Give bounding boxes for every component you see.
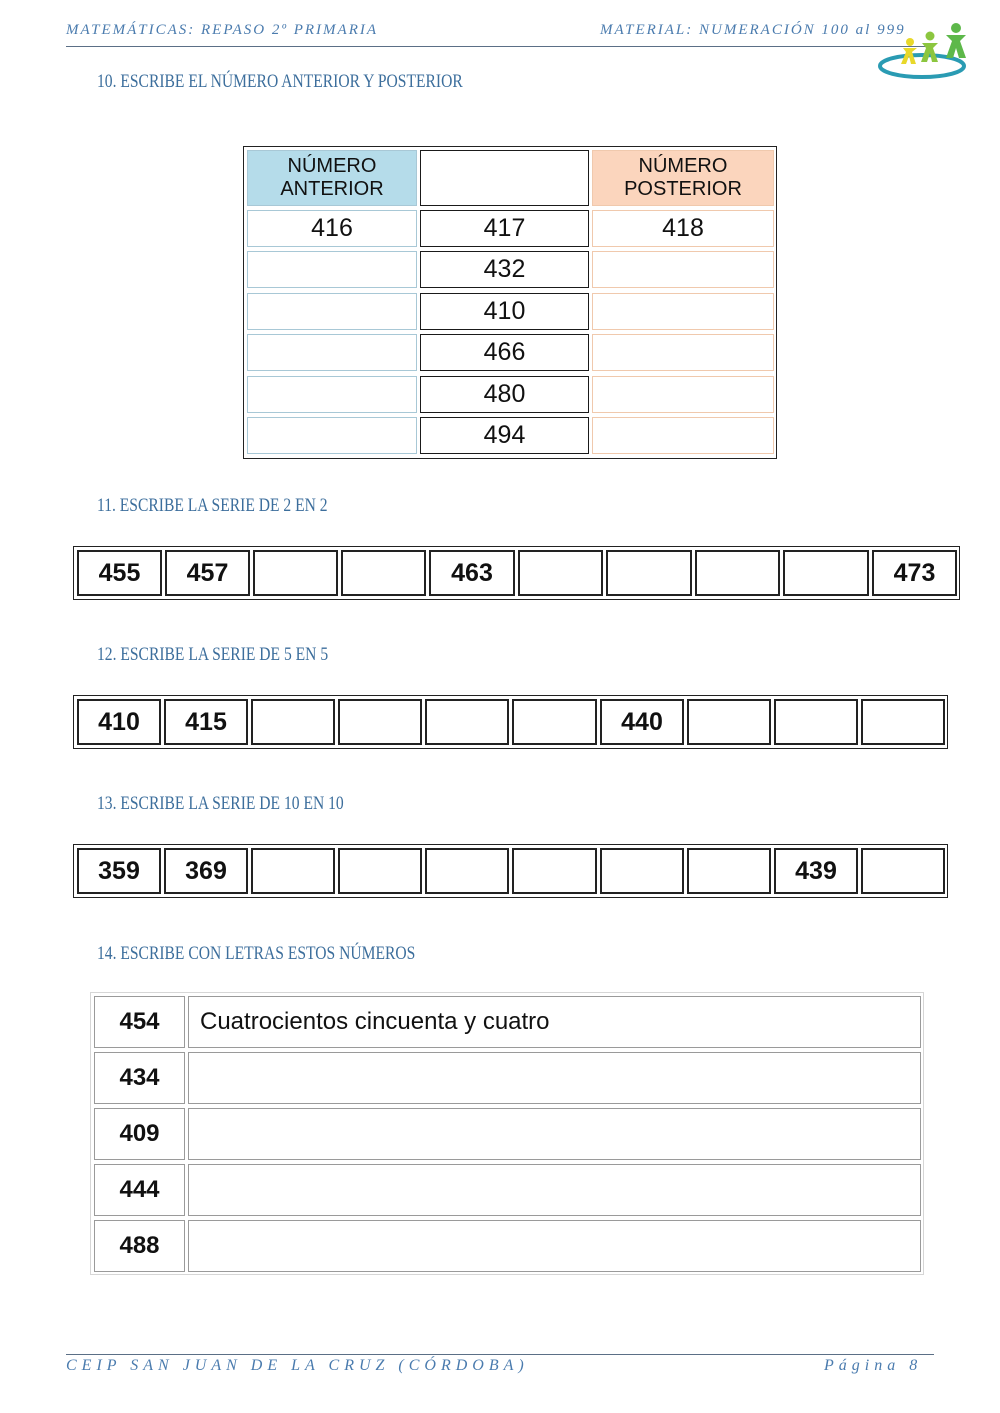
series-cell: 455 (77, 550, 162, 596)
header-anterior: NÚMERO ANTERIOR (247, 150, 417, 206)
number-cell: 454 (94, 996, 185, 1048)
series-cell[interactable] (774, 699, 858, 745)
number-cell: 480 (420, 376, 589, 413)
anterior-cell[interactable] (247, 251, 417, 288)
exercise-11-title: 11. ESCRIBE LA SERIE DE 2 EN 2 (97, 495, 328, 516)
header-posterior: NÚMERO POSTERIOR (592, 150, 774, 206)
series-cell[interactable] (251, 699, 335, 745)
series-cell: 415 (164, 699, 248, 745)
series-cell[interactable] (512, 848, 597, 894)
number-cell: 432 (420, 251, 589, 288)
words-cell[interactable] (188, 1164, 921, 1216)
school-logo-icon (878, 18, 973, 84)
series-cell[interactable] (338, 848, 422, 894)
series-cell[interactable] (687, 699, 771, 745)
series-cell[interactable] (783, 550, 869, 596)
footer-school-name: CEIP SAN JUAN DE LA CRUZ (CÓRDOBA) (66, 1357, 529, 1374)
words-cell[interactable] (188, 1052, 921, 1104)
page-number: Página 8 (824, 1357, 923, 1374)
series-cell[interactable] (341, 550, 426, 596)
number-cell: 409 (94, 1108, 185, 1160)
header-left-text: MATEMÁTICAS: REPASO 2º PRIMARIA (66, 22, 379, 38)
number-cell: 488 (94, 1220, 185, 1272)
series-cell[interactable] (606, 550, 692, 596)
series-cell: 473 (872, 550, 957, 596)
header-middle (420, 150, 589, 206)
series-2-row (73, 546, 960, 600)
series-10-row (73, 844, 948, 898)
posterior-cell[interactable]: 418 (592, 210, 774, 247)
exercise-10-title: 10. ESCRIBE EL NÚMERO ANTERIOR Y POSTERIOR (97, 71, 463, 92)
exercise-13-title: 13. ESCRIBE LA SERIE DE 10 EN 10 (97, 793, 344, 814)
number-cell: 466 (420, 334, 589, 371)
number-cell: 494 (420, 417, 589, 454)
header-right-text: MATERIAL: NUMERACIÓN 100 al 999 (600, 22, 906, 38)
series-cell: 410 (77, 699, 161, 745)
number-cell: 434 (94, 1052, 185, 1104)
series-cell: 440 (600, 699, 684, 745)
anterior-cell[interactable] (247, 293, 417, 330)
series-cell[interactable] (338, 699, 422, 745)
series-cell[interactable] (695, 550, 780, 596)
posterior-cell[interactable] (592, 376, 774, 413)
series-cell: 457 (165, 550, 250, 596)
footer-divider (66, 1354, 934, 1355)
series-cell[interactable] (512, 699, 597, 745)
series-cell: 359 (77, 848, 161, 894)
series-5-row (73, 695, 948, 749)
number-cell: 410 (420, 293, 589, 330)
series-cell: 369 (164, 848, 248, 894)
words-cell[interactable] (188, 1108, 921, 1160)
posterior-cell[interactable] (592, 334, 774, 371)
previous-next-table (243, 146, 777, 459)
series-cell[interactable] (687, 848, 771, 894)
series-cell[interactable] (861, 848, 945, 894)
series-cell[interactable] (600, 848, 684, 894)
anterior-cell[interactable] (247, 376, 417, 413)
series-cell[interactable] (251, 848, 335, 894)
posterior-cell[interactable] (592, 293, 774, 330)
exercise-12-title: 12. ESCRIBE LA SERIE DE 5 EN 5 (97, 644, 329, 665)
series-cell[interactable] (425, 699, 509, 745)
series-cell[interactable] (861, 699, 945, 745)
words-cell[interactable] (188, 1220, 921, 1272)
words-cell[interactable]: Cuatrocientos cincuenta y cuatro (188, 996, 921, 1048)
anterior-cell[interactable] (247, 417, 417, 454)
anterior-cell[interactable] (247, 334, 417, 371)
series-cell: 439 (774, 848, 858, 894)
number-cell: 444 (94, 1164, 185, 1216)
posterior-cell[interactable] (592, 251, 774, 288)
exercise-14-title: 14. ESCRIBE CON LETRAS ESTOS NÚMEROS (97, 943, 416, 964)
series-cell[interactable] (518, 550, 603, 596)
series-cell[interactable] (425, 848, 509, 894)
numbers-in-words-table (90, 992, 924, 1275)
number-cell: 417 (420, 210, 589, 247)
posterior-cell[interactable] (592, 417, 774, 454)
series-cell[interactable] (253, 550, 338, 596)
header-divider (66, 46, 934, 47)
series-cell: 463 (429, 550, 515, 596)
anterior-cell[interactable]: 416 (247, 210, 417, 247)
